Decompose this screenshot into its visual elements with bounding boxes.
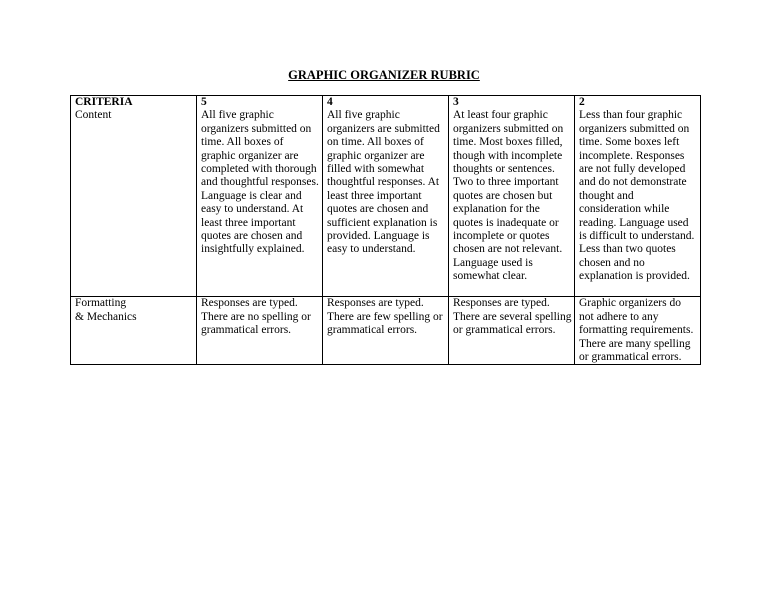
rubric-table	[70, 95, 701, 365]
cell-formatting-score-4: Responses are typed. There are few spelling or grammatical errors.	[323, 297, 449, 365]
criteria-formatting: Formatting & Mechanics	[71, 297, 197, 365]
header-score-5: 5	[197, 96, 323, 110]
cell-content-score-3: At least four graphic organizers submitted on time. Most boxes filled, though with incomplete thoughts or sentences. Two to three important quotes are chosen but explanation for the quotes is inadequate or incomplete or quotes chosen are not relevant. Language used is somewhat clear.	[449, 109, 575, 297]
cell-content-score-5: All five graphic organizers submitted on time. All boxes of graphic organizer are completed with thorough and thoughtful responses. Language is clear and easy to understand. At least three important quotes are chosen and insightfully explained.	[197, 109, 323, 297]
header-criteria: CRITERIA	[71, 96, 197, 110]
header-score-3: 3	[449, 96, 575, 110]
table-row-formatting	[71, 297, 701, 365]
header-score-4: 4	[323, 96, 449, 110]
rubric-title: GRAPHIC ORGANIZER RUBRIC	[288, 68, 480, 82]
cell-formatting-score-5: Responses are typed. There are no spelling or grammatical errors.	[197, 297, 323, 365]
criteria-content: Content	[71, 109, 197, 297]
cell-formatting-score-3: Responses are typed. There are several spelling or grammatical errors.	[449, 297, 575, 365]
header-row	[71, 96, 701, 110]
cell-content-score-2: Less than four graphic organizers submitted on time. Some boxes left incomplete. Responses are not fully developed and do not demonstrate thought and consideration while reading. Language used is difficult to understand. Less than two quotes chosen and no explanation is provided.	[575, 109, 701, 297]
table-row-content	[71, 109, 701, 297]
header-score-2: 2	[575, 96, 701, 110]
cell-content-score-4: All five graphic organizers are submitted on time. All boxes of graphic organizer are filled with somewhat thoughtful responses. At least three important quotes are chosen and sufficient explanation is provided. Language is easy to understand.	[323, 109, 449, 297]
cell-formatting-score-2: Graphic organizers do not adhere to any formatting requirements. There are many spelling or grammatical errors.	[575, 297, 701, 365]
